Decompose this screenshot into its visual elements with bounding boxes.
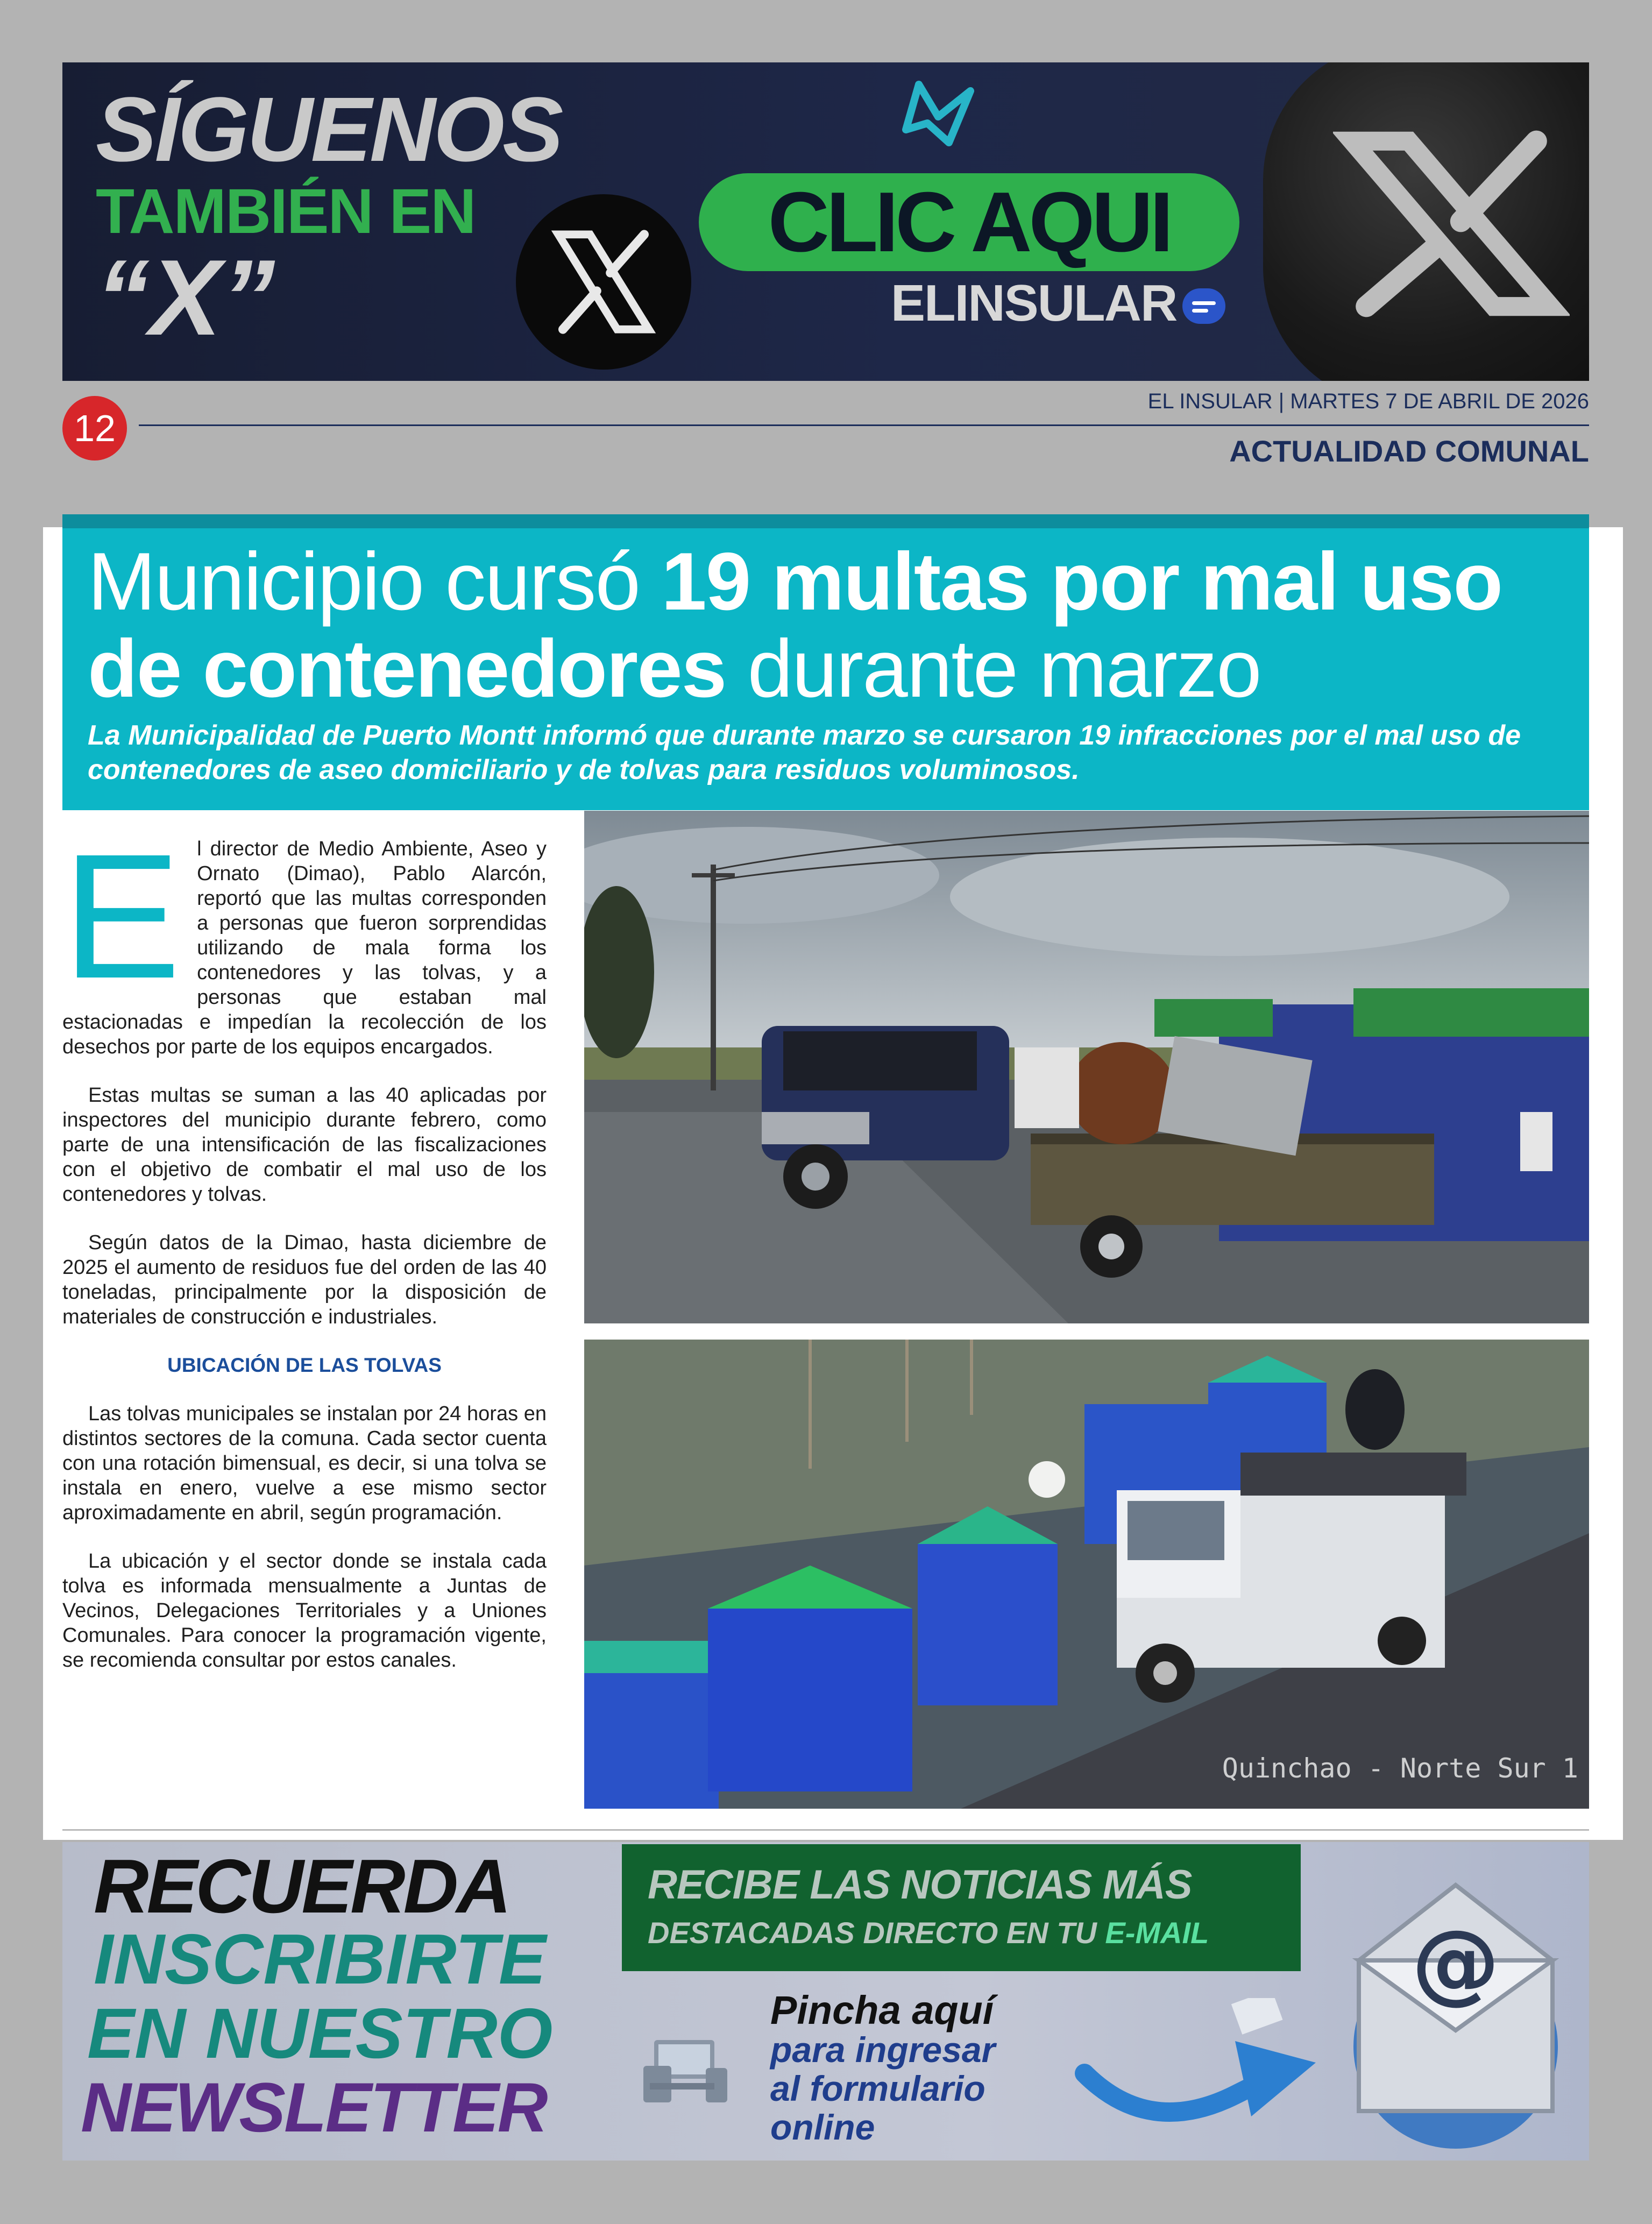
- headline-part2: durante marzo: [726, 623, 1261, 714]
- curved-arrow-icon: [1074, 1998, 1332, 2141]
- banner-x-line2: TAMBIÉN EN: [96, 176, 476, 247]
- form-instructions-line2: al formulario: [770, 2069, 985, 2108]
- page-number-badge: 12: [62, 396, 127, 461]
- click-here-link[interactable]: Pincha aquí: [770, 1988, 994, 2032]
- newsletter-promo-box: [622, 1844, 1301, 1971]
- newsletter-banner[interactable]: [62, 1842, 1589, 2161]
- masthead-dateline: EL INSULAR | MARTES 7 DE ABRIL DE 2026: [1147, 389, 1589, 413]
- pointer-cursor-icon: [895, 76, 992, 159]
- x-logo-large-icon: [1263, 62, 1589, 381]
- newsletter-line1: RECUERDA: [94, 1844, 509, 1929]
- newsletter-line3: EN NUESTRO: [87, 1994, 553, 2073]
- promo-box-line2a: DESTACADAS DIRECTO EN TU: [648, 1916, 1105, 1950]
- paragraph-5: La ubicación y el sector donde se instala cada tolva es informada mensualmente a Juntas de Vecinos, Delegaciones Territoriales y a Uniones Comunales. Para conocer la programación vigente, se recomienda consultar por estos canales.: [62, 1550, 547, 1671]
- form-instructions-line3: online: [770, 2107, 875, 2147]
- headline-part1: Municipio cursó: [88, 536, 662, 627]
- photo-security-camera: [584, 1340, 1589, 1809]
- paragraph-2: Estas multas se suman a las 40 aplicadas por inspectores del municipio durante febrero, como parte de una intensificación de las fiscalizaciones con el objetivo de combatir el mal uso de los contenedores y tolvas.: [62, 1084, 547, 1206]
- newsletter-line2: INSCRIBIRTE: [94, 1920, 546, 1999]
- x-logo-icon: [516, 194, 691, 370]
- banner-x-line3: “X”: [96, 238, 275, 358]
- drop-cap: E: [62, 817, 181, 1015]
- article-body: [62, 817, 547, 1696]
- article-bottom-rule: [62, 1829, 1589, 1831]
- click-here-label: CLIC AQUI: [768, 175, 1171, 270]
- promo-box-line1: RECIBE LAS NOTICIAS MÁS: [648, 1862, 1192, 1908]
- paragraph-4: Las tolvas municipales se instalan por 24 horas en distintos sectores de la comuna. Cada sector cuenta con una rotación bimensual, es decir, si una tolva se instala en enero, vuelve a ese mismo sector aproximadamente en abril, según programación.: [62, 1403, 547, 1524]
- devices-icon: [639, 2036, 736, 2108]
- email-envelope-icon: [1316, 1842, 1569, 2161]
- article-subhead: UBICACIÓN DE LAS TOLVAS: [167, 1354, 442, 1376]
- promo-box-line2: [648, 1915, 1209, 1950]
- camera-timestamp-overlay: Quinchao - Norte Sur 1: [1222, 1753, 1578, 1784]
- header-rule: [139, 424, 1589, 426]
- banner-x-line1: SÍGUENOS: [96, 79, 562, 181]
- svg-text:@: @: [1412, 1911, 1500, 2014]
- photo-trailer-dumping: [584, 811, 1589, 1323]
- paragraph-3: Según datos de la Dimao, hasta diciembre de 2025 el aumento de residuos fue del orden de las 40 toneladas, principalmente por la disposición de materiales de construcción e industriales.: [62, 1231, 547, 1328]
- paragraph-1-text: l director de Medio Ambiente, Aseo y Ornato (Dimao), Pablo Alarcón, reportó que las multas corresponden a personas que fueron sorprendidas utilizando de mala forma los contenedores y las tolvas, y a personas que estaban mal estacionadas e impedían la recolección de los desechos por parte de los equipos encargados.: [62, 838, 547, 1058]
- follow-on-x-banner[interactable]: [62, 62, 1589, 381]
- promo-box-email: E-MAIL: [1105, 1916, 1209, 1950]
- form-instructions: [770, 2030, 995, 2147]
- chat-bubble-icon: [1182, 288, 1225, 324]
- paragraph-1: [62, 817, 547, 1059]
- banner-x-brand: ELINSULAR: [891, 274, 1177, 332]
- article-standfirst: La Municipalidad de Puerto Montt informó que durante marzo se cursaron 19 infracciones por el mal uso de contenedores de aseo domiciliario y de tolvas para residuos voluminosos.: [88, 720, 1521, 785]
- headline-bold: 19 multas por mal uso de contenedores: [88, 536, 1502, 714]
- section-title: ACTUALIDAD COMUNAL: [1229, 434, 1589, 468]
- form-instructions-line1: para ingresar: [770, 2030, 996, 2070]
- click-here-button[interactable]: [699, 173, 1239, 271]
- newsletter-line4: NEWSLETTER: [81, 2068, 547, 2147]
- article-headline: [88, 538, 1583, 712]
